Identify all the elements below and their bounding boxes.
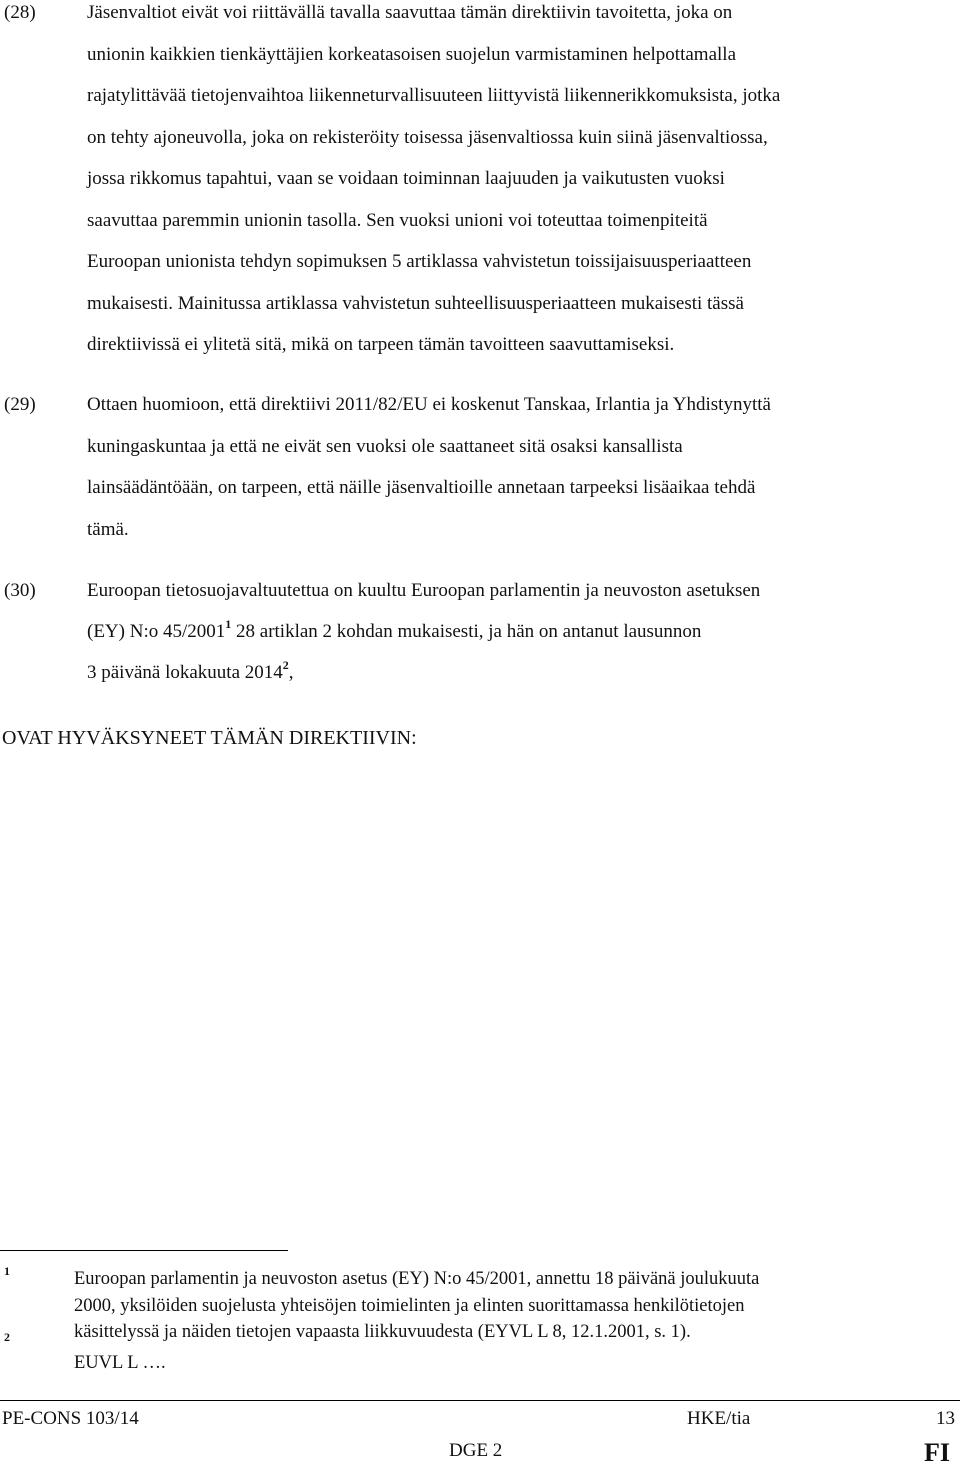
text-line: Euroopan parlamentin ja neuvoston asetus (EY) N:o 45/2001, annettu 18 päivänä joulukuuta <box>74 1269 760 1289</box>
footnote-text <box>74 1268 960 1348</box>
footer-rule <box>0 1400 960 1401</box>
text-line: jossa rikkomus tapahtui, vaan se voidaan toiminnan laajuuden ja vaikutusten vuoksi <box>87 168 725 189</box>
text-line: Ottaen huomioon, että direktiivi 2011/82/EU ei koskenut Tanskaa, Irlantia ja Yhdistynyttä <box>87 394 771 415</box>
directorate-code: DGE 2 <box>449 1440 503 1461</box>
page-number: 13 <box>936 1408 955 1429</box>
text-segment: 28 artiklan 2 kohdan mukaisesti, ja hän on antanut lausunnon <box>231 621 702 642</box>
footnote-separator <box>0 1250 288 1251</box>
document-reference: PE-CONS 103/14 <box>2 1408 139 1429</box>
footnote-mark: 2 <box>4 1330 10 1344</box>
text-line: lainsäädäntöään, on tarpeen, että näille jäsenvaltioille annetaan tarpeeksi lisäaikaa tehdä <box>87 477 756 498</box>
footnote-text <box>74 1352 960 1379</box>
text-line: mukaisesti. Mainitussa artiklassa vahvistetun suhteellisuusperiaatteen mukaisesti tässä <box>87 292 744 314</box>
unit-code: HKE/tia <box>687 1408 751 1429</box>
text-line: Euroopan tietosuojavaltuutettua on kuultu Euroopan parlamentin ja neuvoston asetuksen <box>87 580 761 601</box>
text-segment: (EY) N:o 45/2001 <box>87 621 226 642</box>
text-line: direktiivissä ei ylitetä sitä, mikä on tarpeen tämän tavoitteen saavuttamiseksi. <box>87 334 675 355</box>
text-line: Euroopan unionista tehdyn sopimuksen 5 artiklassa vahvistetun toissijaisuusperiaatteen <box>87 251 752 272</box>
text-line: tämä. <box>87 518 129 540</box>
language-code: FI <box>924 1438 950 1467</box>
footnote-mark: 1 <box>4 1264 10 1278</box>
text-line: saavuttaa paremmin unionin tasolla. Sen vuoksi unioni voi toteuttaa toimenpiteitä <box>87 209 708 231</box>
footnote-reference[interactable]: 1 <box>225 616 232 631</box>
recital-number: (29) <box>4 394 36 415</box>
text-line: käsittelyssä ja näiden tietojen vapaasta liikkuvuudesta (EYVL L 8, 12.1.2001, s. 1). <box>74 1322 691 1342</box>
text-line <box>87 657 955 703</box>
recital-text <box>87 580 955 703</box>
recital-number: (30) <box>4 580 36 601</box>
text-segment: 3 päivänä lokakuuta 2014 <box>87 662 283 683</box>
recital-text <box>87 394 955 560</box>
adoption-formula: OVAT HYVÄKSYNEET TÄMÄN DIREKTIIVIN: <box>2 727 417 749</box>
recital-number: (28) <box>4 2 36 23</box>
recital-text <box>87 2 955 376</box>
text-line: on tehty ajoneuvolla, joka on rekisteröity toisessa jäsenvaltiossa kuin siinä jäsenvaltiossa, <box>87 126 768 148</box>
text-line: EUVL L …. <box>74 1353 166 1373</box>
text-line: Jäsenvaltiot eivät voi riittävällä tavalla saavuttaa tämän direktiivin tavoitetta, joka on <box>87 2 733 23</box>
text-line: rajatylittävää tietojenvaihtoa liikenneturvallisuuteen liittyvistä liikennerikkomuksista, jotka <box>87 85 781 106</box>
text-line: kuningaskuntaa ja että ne eivät sen vuoksi ole saattaneet sitä osaksi kansallista <box>87 435 683 457</box>
text-line: unionin kaikkien tienkäyttäjien korkeatasoisen suojelun varmistaminen helpottamalla <box>87 43 736 65</box>
text-line: 2000, yksilöiden suojelusta yhteisöjen toimielinten ja elinten suorittamassa henkilötietojen <box>74 1295 745 1316</box>
text-line <box>87 616 955 662</box>
footnote-reference[interactable]: 2 <box>282 657 289 672</box>
text-segment: , <box>288 662 294 683</box>
